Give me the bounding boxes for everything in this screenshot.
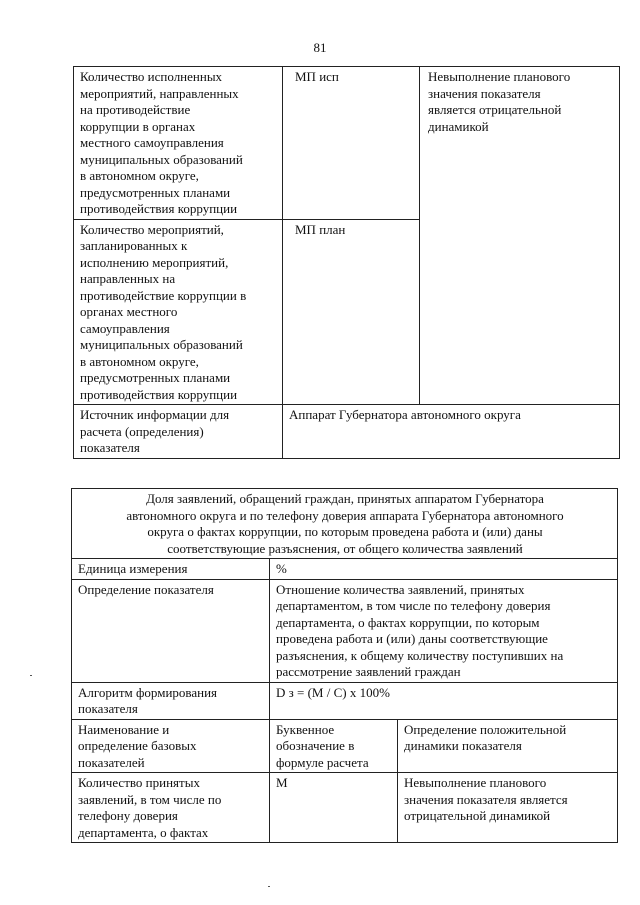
table-row <box>72 682 618 719</box>
indicator-table-continued <box>73 66 620 459</box>
indicator-table <box>71 488 618 843</box>
formula-symbol: М <box>270 773 398 843</box>
unit-label: Единица измерения <box>72 559 270 580</box>
definition-label: Определение показателя <box>72 579 270 682</box>
header-positive-dynamics: Определение положительной динамики показателя <box>398 719 618 773</box>
definition-value: Отношение количества заявлений, принятых департаментом, в том числе по телефону доверия департамента, о фактах коррупции, по которым проведена работа и (или) даны соответствующие разъяснения, к общему количеству поступивших на рассмотрение заявлений граждан <box>270 579 618 682</box>
scan-speck <box>268 886 270 887</box>
header-base-indicators: Наименование и определение базовых показателей <box>72 719 270 773</box>
table-row <box>72 579 618 682</box>
scan-speck <box>30 675 32 676</box>
positive-dynamics-definition: Невыполнение планового значения показателя является отрицательной динамикой <box>420 67 620 405</box>
base-indicator-name: Количество принятых заявлений, в том числе по телефону доверия департамента, о фактах <box>72 773 270 843</box>
positive-dynamics-definition: Невыполнение планового значения показателя является отрицательной динамикой <box>398 773 618 843</box>
table-row <box>74 67 620 220</box>
base-indicator-name: Количество мероприятий, запланированных к исполнению мероприятий, направленных на противодействие коррупции в органах местного самоуправления муниципальных образований в автономном округе, предусмотренных планами противодействия коррупции <box>74 219 283 405</box>
source-label: Источник информации для расчета (определения) показателя <box>74 405 283 459</box>
table-row <box>72 719 618 773</box>
formula-symbol: МП исп <box>283 67 420 220</box>
source-value: Аппарат Губернатора автономного округа <box>283 405 620 459</box>
table-row <box>72 489 618 559</box>
algorithm-label: Алгоритм формирования показателя <box>72 682 270 719</box>
table-row <box>72 773 618 843</box>
algorithm-formula: D з = (M / C) x 100% <box>270 682 618 719</box>
base-indicator-name: Количество исполненных мероприятий, направленных на противодействие коррупции в органах местного самоуправления муниципальных образований в автономном округе, предусмотренных планами противодействия коррупции <box>74 67 283 220</box>
unit-value: % <box>270 559 618 580</box>
formula-symbol: МП план <box>283 219 420 405</box>
header-formula-symbol: Буквенное обозначение в формуле расчета <box>270 719 398 773</box>
page-number: 81 <box>313 40 327 55</box>
indicator-title: Доля заявлений, обращений граждан, принятых аппаратом Губернатора автономного округа и по телефону доверия аппарата Губернатора автономного округа о фактах коррупции, по которым проведена работа и (или) даны соответствующие разъяснения, от общего количества заявлений <box>72 489 618 559</box>
table-row <box>72 559 618 580</box>
table-row <box>74 405 620 459</box>
